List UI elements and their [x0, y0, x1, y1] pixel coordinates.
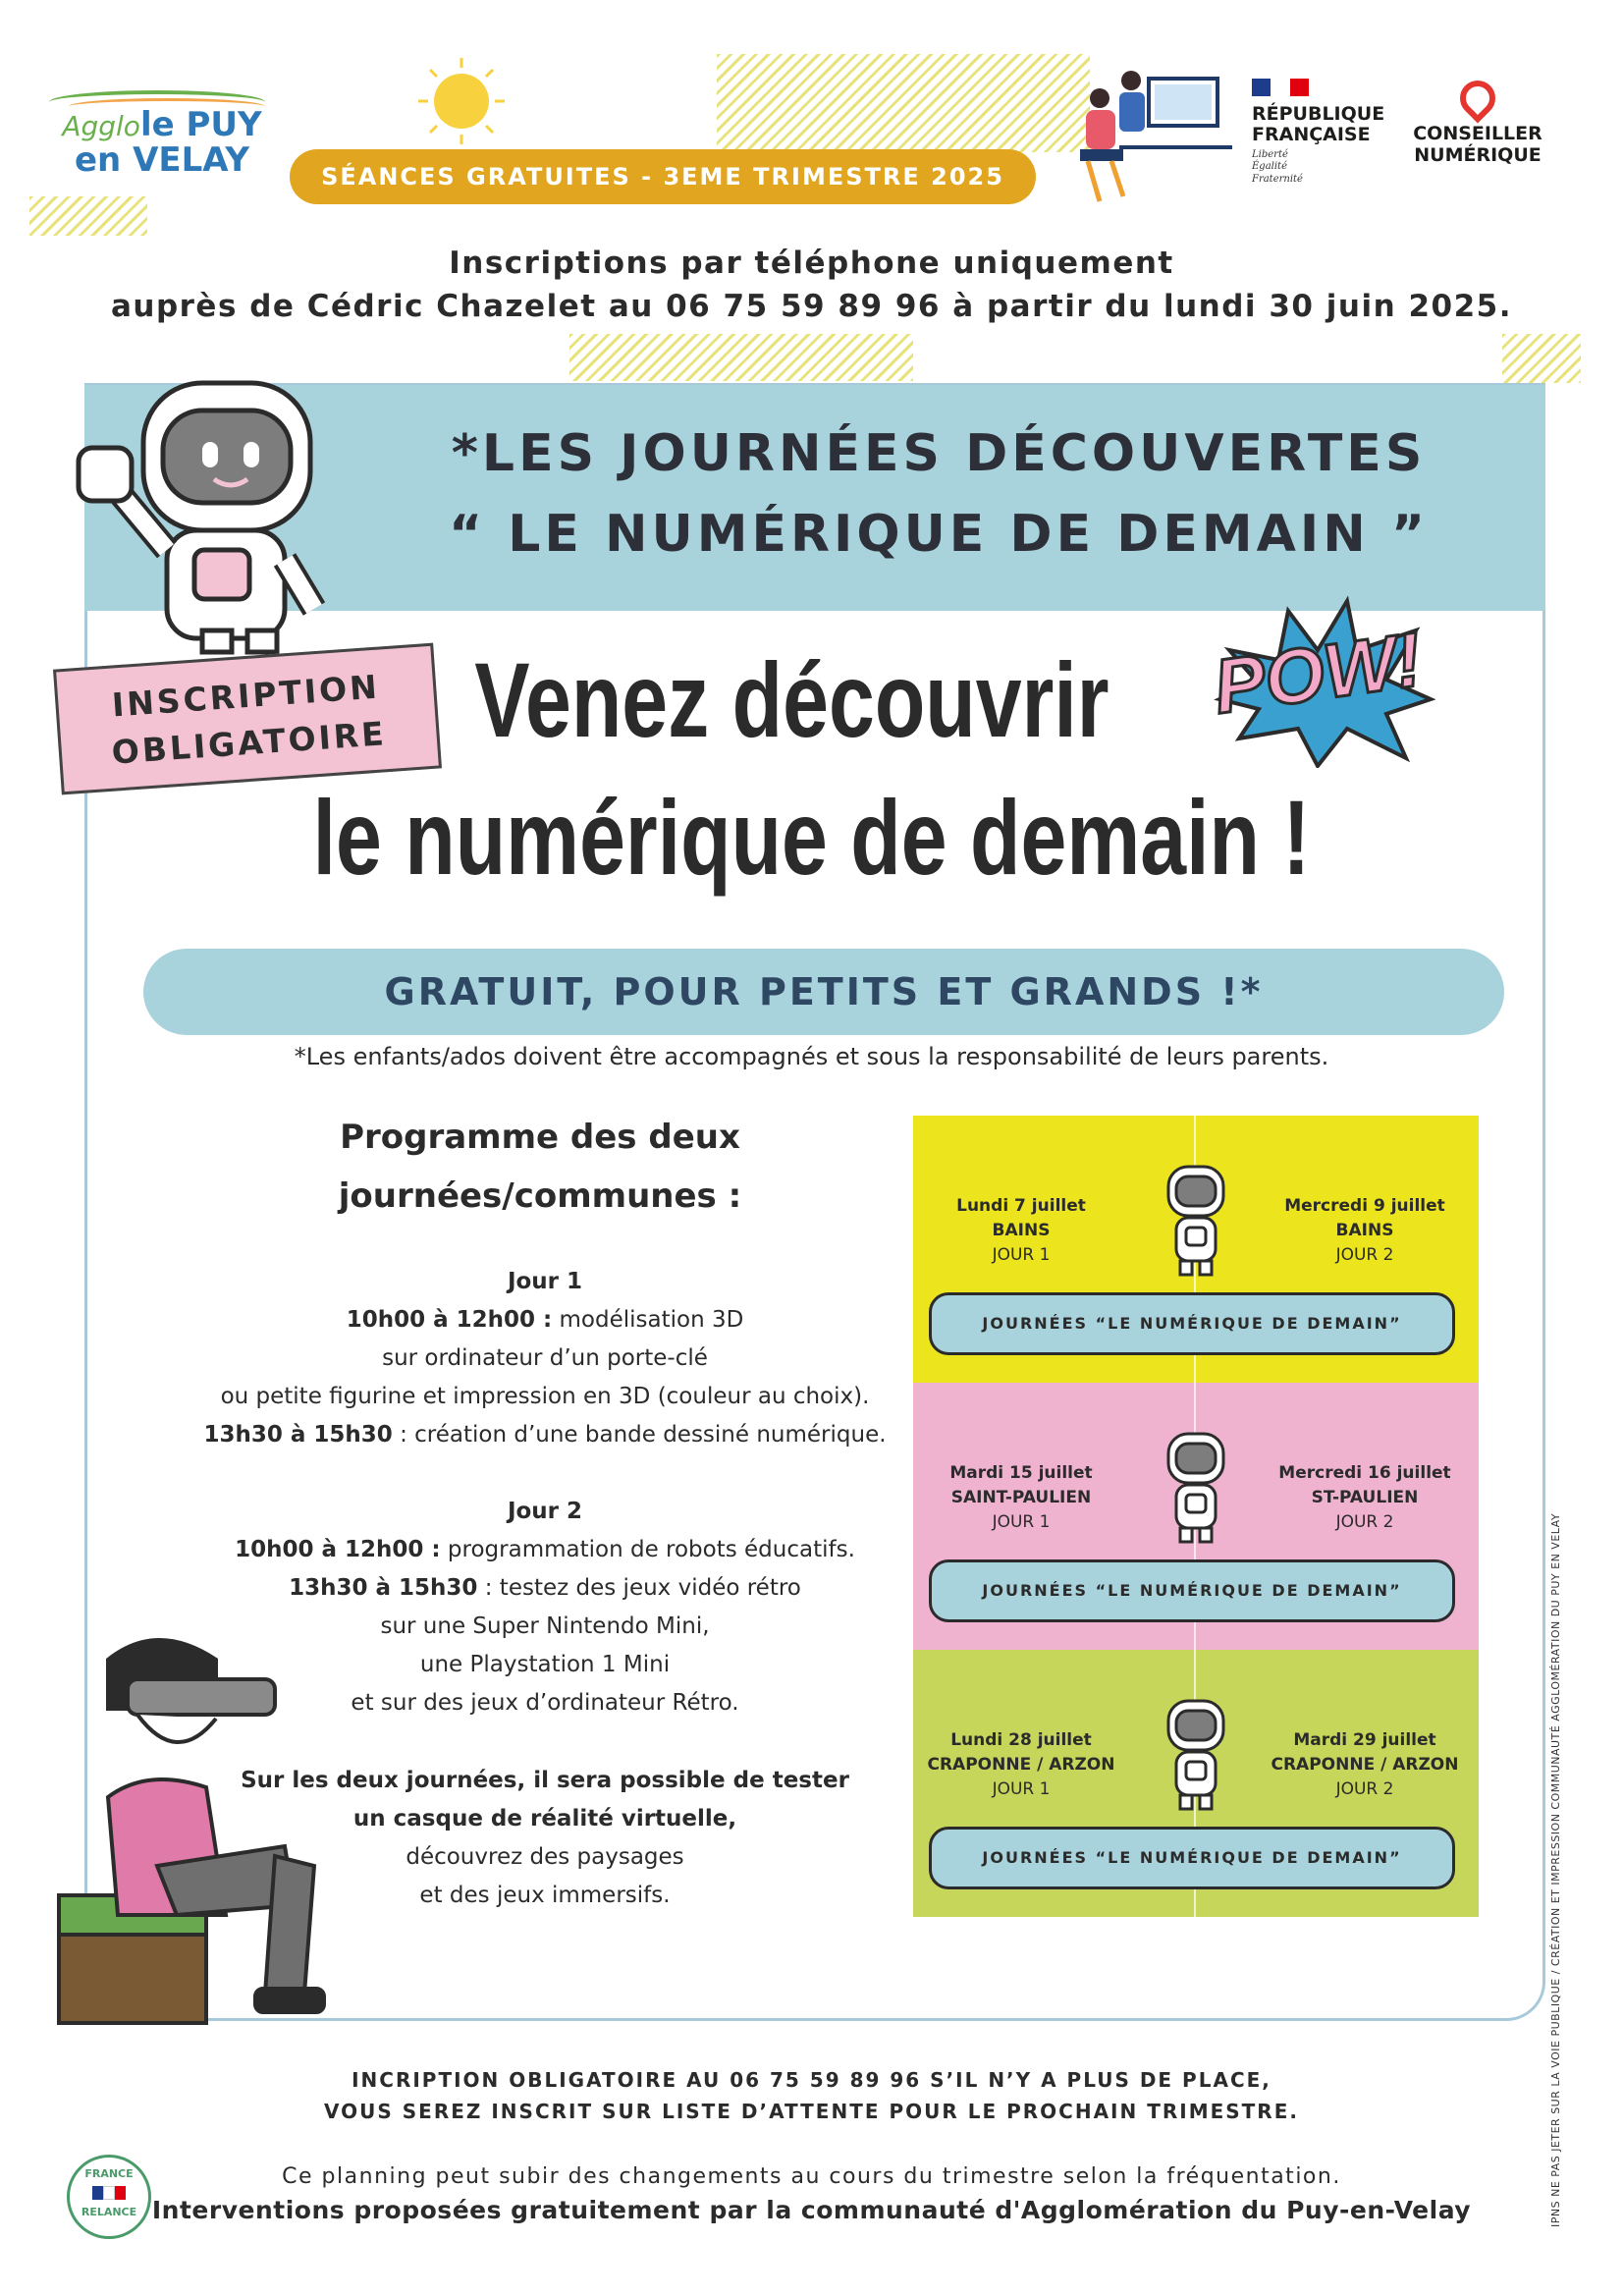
- calendar-block-2: [913, 1383, 1479, 1650]
- conseiller-numerique-logo: [1404, 81, 1551, 167]
- day-date: Mercredi 16 juillet: [1278, 1463, 1451, 1483]
- calendar-day-1: [923, 1461, 1119, 1535]
- calendar-block-1: [913, 1116, 1479, 1383]
- vr-line4: et des jeux immersifs.: [419, 1883, 671, 1908]
- jour1-title: Jour 1: [507, 1269, 583, 1294]
- badge-line2: OBLIGATOIRE: [110, 714, 388, 772]
- robot-icon: [1157, 1430, 1235, 1558]
- headline-line1: Venez découvrir: [474, 640, 1109, 759]
- jour1-desc1b: sur ordinateur d’un porte-clé: [382, 1345, 708, 1371]
- hatch-decoration: [717, 54, 1090, 152]
- accompagnement-note: *Les enfants/ados doivent être accompagnés et sous la responsabilité de leurs parents.: [294, 1043, 1329, 1070]
- vr-headset-man-illustration: [39, 1620, 334, 2033]
- robot-icon: [1157, 1163, 1235, 1290]
- day-date: Mercredi 9 juillet: [1284, 1196, 1445, 1216]
- motto-liberte: Liberté: [1252, 148, 1288, 160]
- footer-warning-line1: INCRIPTION OBLIGATOIRE AU 06 75 59 89 96 S’IL N’Y A PLUS DE PLACE,: [352, 2068, 1271, 2092]
- robot-icon: [1157, 1697, 1235, 1825]
- vr-line2: un casque de réalité virtuelle,: [352, 1806, 737, 1831]
- jour2-desc1: programmation de robots éducatifs.: [440, 1537, 855, 1562]
- vr-line1: Sur les deux journées, il sera possible de tester: [241, 1768, 849, 1793]
- gratuit-pill: GRATUIT, POUR PETITS ET GRANDS !*: [143, 949, 1504, 1035]
- jour1-time1: 10h00 à 12h00 :: [346, 1307, 553, 1333]
- programme-title-line1: Programme des deux: [340, 1118, 740, 1157]
- french-flag-icon: [1252, 79, 1309, 96]
- jour1-desc1c: ou petite figurine et impression en 3D (couleur au choix).: [220, 1384, 870, 1409]
- day-jour: JOUR 1: [992, 1245, 1051, 1265]
- agglo-logo-agglo: Agglo: [62, 110, 140, 142]
- footer-sponsor: Interventions proposées gratuitement par la communauté d'Agglomération du Puy-en-Velay: [151, 2196, 1472, 2224]
- hatch-decoration: [1502, 334, 1581, 383]
- seances-pill: SÉANCES GRATUITES - 3EME TRIMESTRE 2025: [290, 149, 1036, 204]
- day-jour: JOUR 2: [1335, 1779, 1394, 1799]
- jour2-time2: 13h30 à 15h30: [289, 1575, 478, 1601]
- day-place: BAINS: [1335, 1221, 1394, 1240]
- calendar-day-1: [923, 1194, 1119, 1268]
- inscriptions-line2: auprès de Cédric Chazelet au 06 75 59 89 96 à partir du lundi 30 juin 2025.: [110, 289, 1513, 324]
- day-date: Mardi 29 juillet: [1293, 1730, 1436, 1750]
- republique-francaise-logo: [1252, 79, 1399, 186]
- agglo-logo-velay: en VELAY: [75, 139, 249, 180]
- day-jour: JOUR 2: [1335, 1245, 1394, 1265]
- jour2-desc2: : testez des jeux vidéo rétro: [477, 1575, 801, 1601]
- calendar-day-1: [923, 1728, 1119, 1802]
- day-date: Lundi 28 juillet: [950, 1730, 1092, 1750]
- vr-line3: découvrez des paysages: [406, 1844, 684, 1870]
- footer-warning-line2: VOUS SEREZ INSCRIT SUR LISTE D’ATTENTE POUR LE PROCHAIN TRIMESTRE.: [324, 2100, 1299, 2123]
- jour2-desc2b: sur une Super Nintendo Mini,: [380, 1613, 710, 1639]
- calendar-pill: JOURNÉES “LE NUMÉRIQUE DE DEMAIN”: [929, 1292, 1455, 1355]
- hatch-decoration: [569, 334, 913, 381]
- programme-title-line2: journées/communes :: [338, 1176, 742, 1216]
- motto-fraternite: Fraternité: [1252, 173, 1303, 185]
- republique-line2: FRANÇAISE: [1252, 123, 1371, 145]
- calendar-block-3: [913, 1650, 1479, 1917]
- people-computer-illustration: [1060, 59, 1237, 206]
- headline-line2: le numérique de demain !: [312, 778, 1311, 897]
- badge-line1: INSCRIPTION: [110, 667, 381, 725]
- calendar-day-2: [1267, 1194, 1463, 1268]
- day-jour: JOUR 1: [992, 1779, 1051, 1799]
- programme-title: [236, 1108, 844, 1226]
- sun-icon: [403, 54, 520, 152]
- jour1-desc1: modélisation 3D: [552, 1307, 744, 1333]
- location-pin-icon: [1453, 74, 1503, 124]
- day-date: Mardi 15 juillet: [949, 1463, 1093, 1483]
- calendar-pill: JOURNÉES “LE NUMÉRIQUE DE DEMAIN”: [929, 1559, 1455, 1622]
- day-place: ST-PAULIEN: [1311, 1488, 1419, 1507]
- astronaut-robot-illustration: [49, 363, 363, 658]
- side-legal-text: IPNS NE PAS JETER SUR LA VOIE PUBLIQUE / CRÉATION ET IMPRESSION COMMUNAUTÉ AGGLOMÉRATION DU PUY EN VELAY: [1549, 1512, 1562, 2227]
- jour2-time1: 10h00 à 12h00 :: [235, 1537, 441, 1562]
- france-relance-line2: RELANCE: [81, 2206, 137, 2218]
- day-jour: JOUR 1: [992, 1512, 1051, 1532]
- jour2-desc2d: et sur des jeux d’ordinateur Rétro.: [351, 1690, 739, 1716]
- agglo-logo-puy: le PUY: [139, 105, 262, 144]
- jour1-time2: 13h30 à 15h30: [203, 1422, 393, 1448]
- day-jour: JOUR 2: [1335, 1512, 1394, 1532]
- footer-planning-note: Ce planning peut subir des changements au cours du trimestre selon la fréquentation.: [282, 2164, 1341, 2189]
- day-date: Lundi 7 juillet: [956, 1196, 1086, 1216]
- title-line1: *LES JOURNÉES DÉCOUVERTES: [451, 424, 1427, 483]
- day-place: SAINT-PAULIEN: [950, 1488, 1092, 1507]
- jour2-title: Jour 2: [507, 1499, 583, 1524]
- calendar-day-2: [1267, 1461, 1463, 1535]
- day-place: CRAPONNE / ARZON: [927, 1755, 1115, 1775]
- jour1-desc2: : création d’une bande dessiné numérique.: [392, 1422, 887, 1448]
- republique-line1: RÉPUBLIQUE: [1252, 103, 1385, 125]
- conseiller-line1: CONSEILLER: [1413, 123, 1542, 144]
- day-place: CRAPONNE / ARZON: [1271, 1755, 1459, 1775]
- pow-text: POW!: [1208, 615, 1428, 731]
- hatch-decoration: [29, 196, 147, 236]
- motto-egalite: Égalité: [1252, 161, 1287, 173]
- calendar-pill: JOURNÉES “LE NUMÉRIQUE DE DEMAIN”: [929, 1827, 1455, 1889]
- inscriptions-line1: Inscriptions par téléphone uniquement: [449, 246, 1174, 281]
- calendar-day-2: [1267, 1728, 1463, 1802]
- day-place: BAINS: [992, 1221, 1051, 1240]
- programme-jour1: [128, 1263, 962, 1454]
- conseiller-line2: NUMÉRIQUE: [1414, 143, 1542, 166]
- jour2-desc2c: une Playstation 1 Mini: [419, 1652, 671, 1677]
- france-relance-line1: FRANCE: [84, 2167, 134, 2180]
- title-line2: “ LE NUMÉRIQUE DE DEMAIN ”: [448, 505, 1430, 564]
- agglo-logo: [49, 105, 275, 180]
